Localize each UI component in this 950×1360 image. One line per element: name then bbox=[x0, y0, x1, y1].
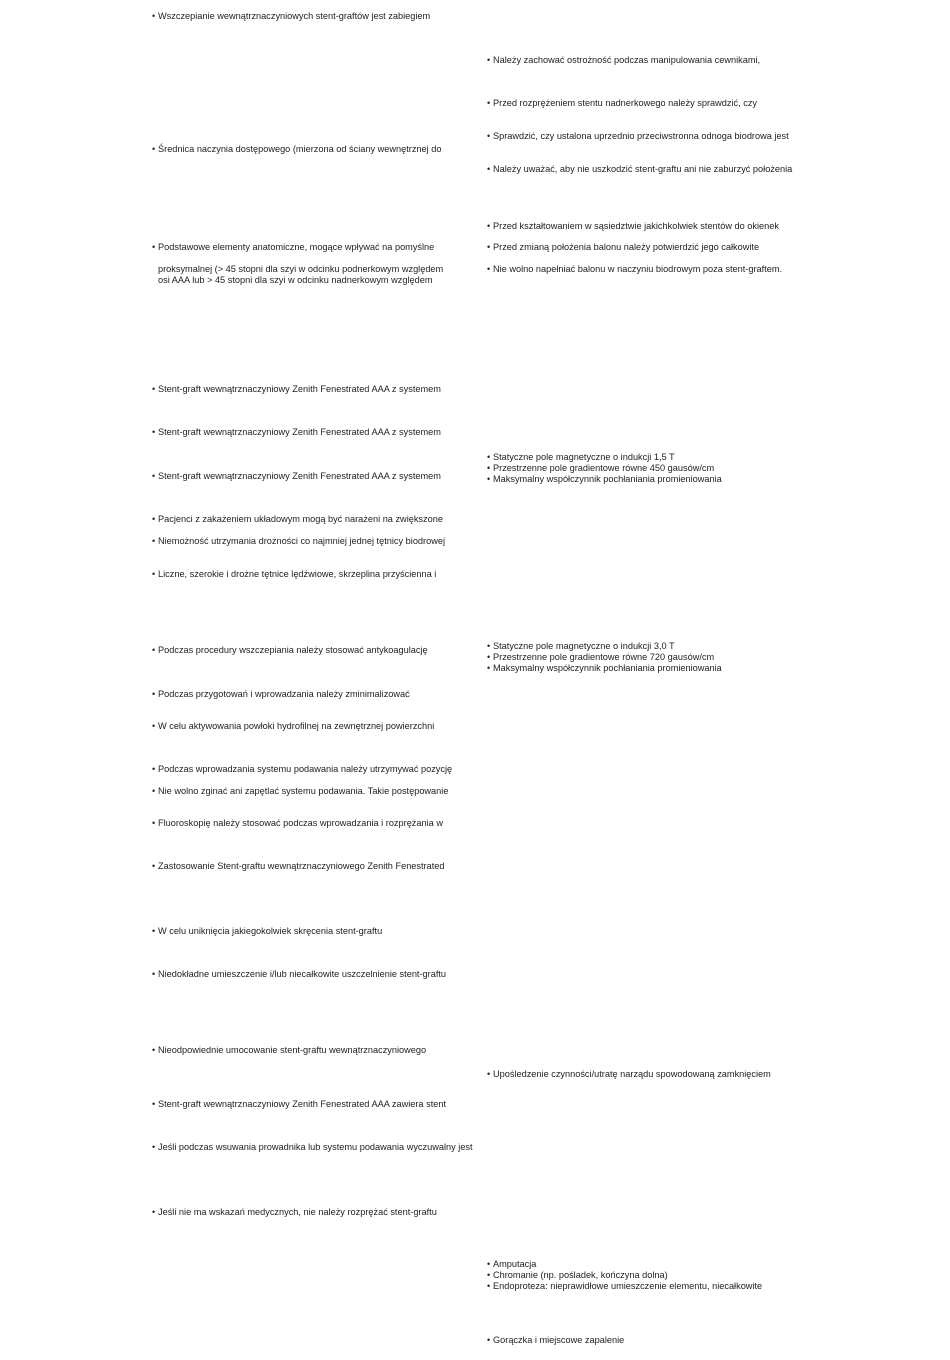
mri-conditions-1-5t bbox=[487, 452, 722, 484]
list-item: • Wszczepianie wewnątrznaczyniowych stent-graftów jest zabiegiem bbox=[152, 11, 430, 22]
list-item: • Średnica naczynia dostępowego (mierzona od ściany wewnętrznej do bbox=[152, 144, 441, 155]
list-item: • Gorączka i miejscowe zapalenie bbox=[487, 1335, 624, 1346]
mri-conditions-3-0t bbox=[487, 641, 722, 673]
continuation-text: proksymalnej (> 45 stopni dla szyi w odcinku podnerkowym względem osi AAA lub > 45 stopni dla szyi w odcinku nadnerkowym względem bbox=[158, 264, 444, 285]
list-item: • Jeśli podczas wsuwania prowadnika lub systemu podawania wyczuwalny jest bbox=[152, 1142, 473, 1153]
list-item: • Przestrzenne pole gradientowe równe 720 gausów/cm bbox=[487, 652, 722, 663]
list-item: • Podczas wprowadzania systemu podawania należy utrzymywać pozycję bbox=[152, 764, 452, 775]
list-item: • Upośledzenie czynności/utratę narządu spowodowaną zamknięciem bbox=[487, 1069, 771, 1080]
list-item: • Jeśli nie ma wskazań medycznych, nie należy rozprężać stent-graftu bbox=[152, 1207, 437, 1218]
adverse-events-list bbox=[487, 1259, 762, 1291]
list-item: • Przed kształtowaniem w sąsiedztwie jakichkolwiek stentów do okienek bbox=[487, 221, 779, 232]
list-item: • Podczas procedury wszczepiania należy stosować antykoagulację bbox=[152, 645, 428, 656]
list-item: • Niemożność utrzymania drożności co najmniej jednej tętnicy biodrowej bbox=[152, 536, 445, 547]
list-item: • Stent-graft wewnątrznaczyniowy Zenith Fenestrated AAA z systemem bbox=[152, 471, 441, 482]
list-item: • Maksymalny współczynnik pochłaniania promieniowania bbox=[487, 663, 722, 674]
list-item: • Podczas przygotowań i wprowadzania należy zminimalizować bbox=[152, 689, 410, 700]
list-item: • W celu uniknięcia jakiegokolwiek skręcenia stent-graftu bbox=[152, 926, 382, 937]
list-item: • Przed rozprężeniem stentu nadnerkowego należy sprawdzić, czy bbox=[487, 98, 757, 109]
list-item: • Nieodpowiednie umocowanie stent-graftu wewnątrznaczyniowego bbox=[152, 1045, 426, 1056]
list-item: • Amputacja bbox=[487, 1259, 762, 1270]
list-item: • Przed zmianą położenia balonu należy potwierdzić jego całkowite bbox=[487, 242, 759, 253]
list-item: • Chromanie (np. pośladek, kończyna dolna) bbox=[487, 1270, 762, 1281]
list-item: • Zastosowanie Stent-graftu wewnątrznaczyniowego Zenith Fenestrated bbox=[152, 861, 445, 872]
list-item: • Stent-graft wewnątrznaczyniowy Zenith Fenestrated AAA zawiera stent bbox=[152, 1099, 446, 1110]
list-item: • Stent-graft wewnątrznaczyniowy Zenith Fenestrated AAA z systemem bbox=[152, 427, 441, 438]
list-item: • W celu aktywowania powłoki hydrofilnej na zewnętrznej powierzchni bbox=[152, 721, 434, 732]
list-item: • Nie wolno napełniać balonu w naczyniu biodrowym poza stent-graftem. bbox=[487, 264, 782, 275]
list-item: • Fluoroskopię należy stosować podczas wprowadzania i rozprężania w bbox=[152, 818, 443, 829]
list-item: • Stent-graft wewnątrznaczyniowy Zenith Fenestrated AAA z systemem bbox=[152, 384, 441, 395]
list-item: • Niedokładne umieszczenie i/lub niecałkowite uszczelnienie stent-graftu bbox=[152, 969, 446, 980]
list-item: • Maksymalny współczynnik pochłaniania promieniowania bbox=[487, 474, 722, 485]
list-item: • Liczne, szerokie i drożne tętnice lędźwiowe, skrzeplina przyścienna i bbox=[152, 569, 436, 580]
list-item: • Przestrzenne pole gradientowe równe 450 gausów/cm bbox=[487, 463, 722, 474]
list-item: • Statyczne pole magnetyczne o indukcji 3,0 T bbox=[487, 641, 722, 652]
list-item: • Należy zachować ostrożność podczas manipulowania cewnikami, bbox=[487, 55, 760, 66]
list-item: • Statyczne pole magnetyczne o indukcji 1,5 T bbox=[487, 452, 722, 463]
list-item: • Sprawdzić, czy ustalona uprzednio przeciwstronna odnoga biodrowa jest bbox=[487, 131, 789, 142]
list-item: • Podstawowe elementy anatomiczne, mogące wpływać na pomyślne bbox=[152, 242, 434, 253]
list-item: • Należy uważać, aby nie uszkodzić stent-graftu ani nie zaburzyć położenia bbox=[487, 164, 792, 175]
list-item: • Pacjenci z zakażeniem układowym mogą być narażeni na zwiększone bbox=[152, 514, 443, 525]
list-item: • Endoproteza: nieprawidłowe umieszczenie elementu, niecałkowite bbox=[487, 1281, 762, 1292]
list-item: • Nie wolno zginać ani zapętlać systemu podawania. Takie postępowanie bbox=[152, 786, 448, 797]
